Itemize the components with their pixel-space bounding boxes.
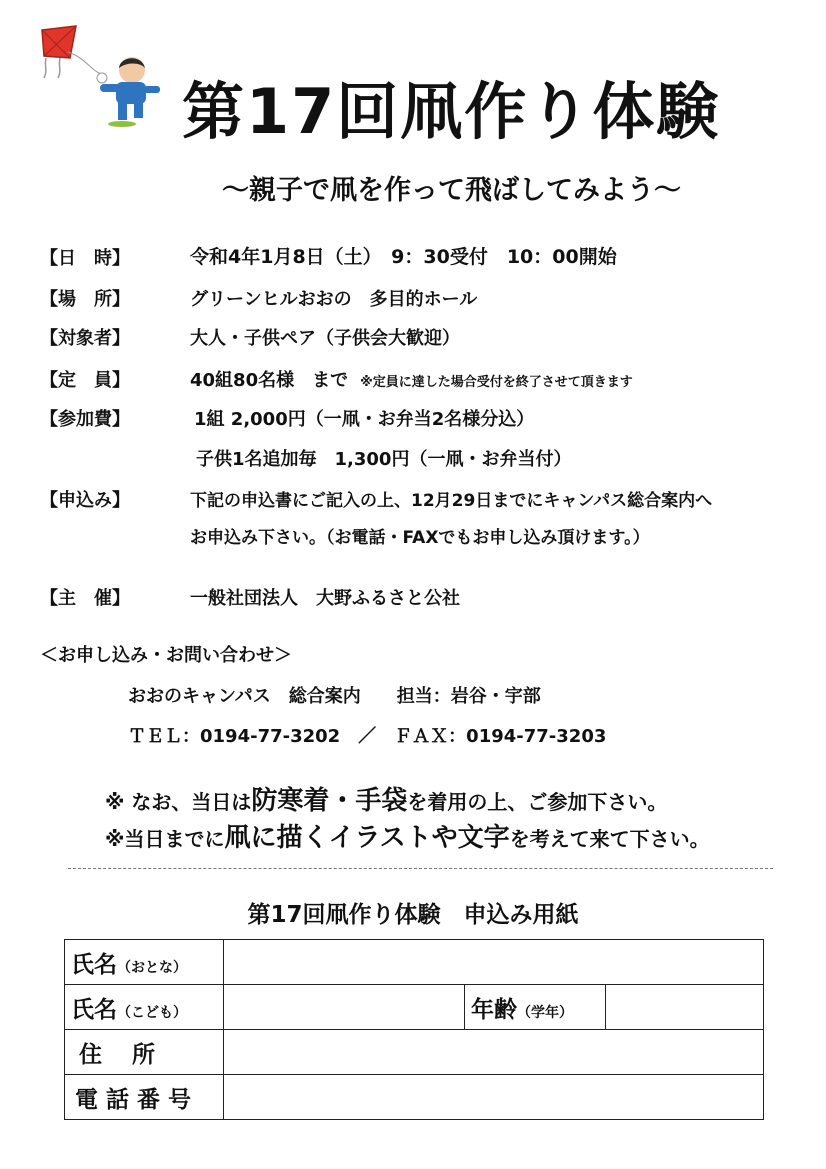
label-organizer: 【主 催】: [40, 588, 130, 609]
remark-clothing-emph: 防寒着・手袋: [251, 786, 408, 816]
form-label-child: [65, 985, 224, 1030]
form-row-address: [65, 1030, 764, 1075]
label-apply: 【申込み】: [40, 490, 130, 511]
form-field-adult-name[interactable]: [224, 940, 764, 985]
remark-clothing-post: を着用の上、ご参加下さい。: [407, 790, 668, 814]
value-target: 大人・子供ペア（子供会大歓迎）: [190, 328, 460, 349]
page-subtitle: ～親子で凧を作って飛ばしてみよう～: [222, 175, 681, 206]
form-age: 年齢: [471, 996, 517, 1023]
label-datetime: 【日 時】: [40, 248, 130, 269]
form-address: 住所: [79, 1041, 185, 1068]
form-field-phone[interactable]: [224, 1075, 764, 1120]
form-child-name: 氏名: [71, 996, 117, 1023]
remark-clothing-pre: ※ なお、当日は: [105, 790, 252, 814]
form-phone: 電話番号: [75, 1086, 199, 1113]
form-adult-sub: （おとな）: [117, 959, 187, 976]
contact-phone-fax: ＴＥＬ：0194-77-3202 ／ ＦＡＸ：0194-77-3203: [128, 726, 607, 747]
value-fee-child: 子供1名追加毎 1,300円（一凧・お弁当付）: [196, 449, 572, 470]
form-row-child: [65, 985, 764, 1030]
form-field-child-name[interactable]: [224, 985, 465, 1030]
label-target: 【対象者】: [40, 328, 130, 349]
form-age-sub: （学年）: [517, 1004, 573, 1021]
form-label-adult: [65, 940, 224, 985]
form-label-age: [465, 985, 606, 1030]
label-place: 【場 所】: [40, 289, 130, 310]
form-adult-name: 氏名: [71, 951, 117, 978]
form-title: 第17回凧作り体験 申込み用紙: [247, 902, 579, 928]
value-datetime: 令和4年1月8日（土） 9：30受付 10：00開始: [190, 246, 617, 268]
contact-office: おおのキャンパス 総合案内 担当：岩谷・宇部: [128, 686, 541, 707]
form-field-address[interactable]: [224, 1030, 764, 1075]
form-field-age[interactable]: [606, 985, 764, 1030]
form-label-address: [65, 1030, 224, 1075]
capacity-text: 40組80名様 まで: [190, 370, 349, 391]
remark-illustration: [105, 817, 710, 854]
form-label-phone: [65, 1075, 224, 1120]
cut-line: [68, 868, 773, 869]
value-organizer: 一般社団法人 大野ふるさと公社: [190, 588, 460, 609]
form-row-adult: [65, 940, 764, 985]
capacity-note: ※定員に達した場合受付を終了させて頂きます: [360, 375, 633, 390]
remark-illustration-emph: 凧に描くイラストや文字: [224, 823, 510, 853]
value-place: グリーンヒルおおの 多目的ホール: [190, 289, 478, 310]
boy-illustration: [92, 52, 164, 132]
value-capacity: [190, 366, 633, 392]
value-fee: 1組 2,000円（一凧・お弁当2名様分込）: [194, 409, 535, 430]
label-fee: 【参加費】: [40, 409, 130, 430]
remark-illustration-pre: ※当日までに: [105, 827, 225, 851]
page-title: 第17回凧作り体験: [182, 75, 721, 148]
label-capacity: 【定 員】: [40, 370, 130, 391]
form-row-phone: [65, 1075, 764, 1120]
value-apply-2: お申込み下さい。（お電話・FAXでもお申し込み頂けます。）: [190, 528, 650, 548]
remark-illustration-post: を考えて来て下さい。: [509, 827, 710, 851]
application-form: [64, 939, 764, 1120]
value-apply: 下記の申込書にご記入の上、12月29日までにキャンパス総合案内へ: [190, 491, 713, 511]
form-child-sub: （こども）: [117, 1004, 187, 1021]
contact-heading: ＜お申し込み・お問い合わせ＞: [40, 645, 292, 666]
remark-clothing: [105, 780, 667, 817]
